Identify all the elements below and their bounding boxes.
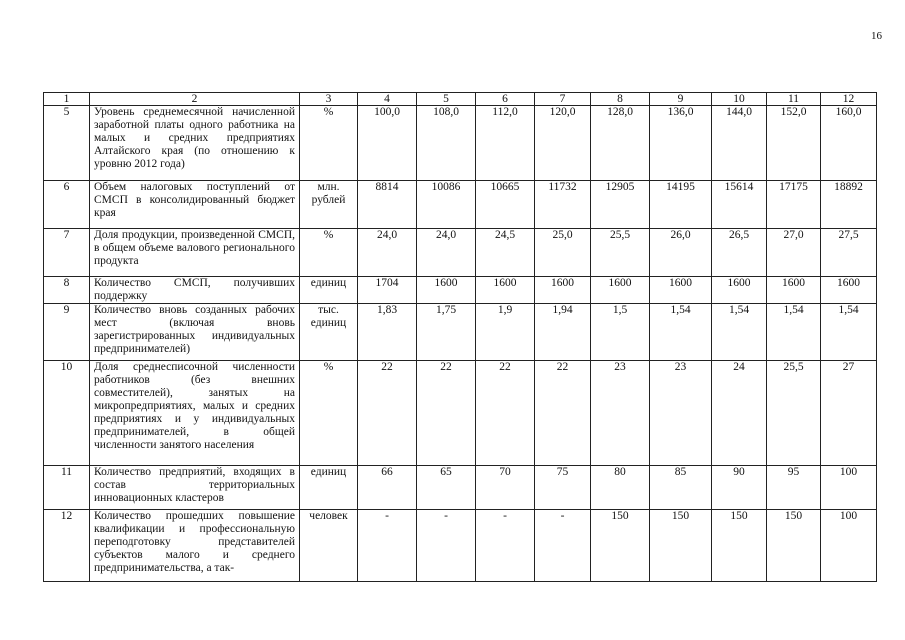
value-cell: 1,54: [767, 304, 821, 361]
value-cell: 22: [535, 361, 591, 466]
row-number: 9: [44, 304, 90, 361]
row-number: 6: [44, 181, 90, 229]
header-cell: 9: [650, 93, 712, 106]
row-number: 7: [44, 229, 90, 277]
value-cell: 160,0: [821, 106, 877, 181]
value-cell: -: [535, 510, 591, 582]
value-cell: 150: [591, 510, 650, 582]
indicator-name: Количество прошедших повышение квалификации и профессиональную переподготовку представителей субъектов малого и среднего предпринимательства, а так-: [90, 510, 300, 582]
indicator-name: Объем налоговых поступлений от СМСП в консолидированный бюджет края: [90, 181, 300, 229]
unit-cell: единиц: [300, 277, 358, 304]
value-cell: 8814: [358, 181, 417, 229]
value-cell: 136,0: [650, 106, 712, 181]
value-cell: 150: [767, 510, 821, 582]
unit-cell: млн. рублей: [300, 181, 358, 229]
value-cell: 1600: [821, 277, 877, 304]
value-cell: 15614: [712, 181, 767, 229]
value-cell: 80: [591, 466, 650, 510]
value-cell: 23: [650, 361, 712, 466]
header-cell: 8: [591, 93, 650, 106]
value-cell: 120,0: [535, 106, 591, 181]
value-cell: 24,0: [417, 229, 476, 277]
value-cell: 100,0: [358, 106, 417, 181]
header-cell: 11: [767, 93, 821, 106]
header-cell: 1: [44, 93, 90, 106]
value-cell: 25,5: [767, 361, 821, 466]
header-cell: 12: [821, 93, 877, 106]
header-cell: 2: [90, 93, 300, 106]
table-row: [44, 304, 877, 361]
indicator-name: Доля среднесписочной численности работников (без внешних совместителей), занятых на микропредприятиях, малых и средних предприятиях и у индивидуальных предпринимателей, в общей численности занятого населения: [90, 361, 300, 466]
value-cell: 24,5: [476, 229, 535, 277]
value-cell: 128,0: [591, 106, 650, 181]
value-cell: 22: [476, 361, 535, 466]
value-cell: 12905: [591, 181, 650, 229]
unit-cell: единиц: [300, 466, 358, 510]
value-cell: 24,0: [358, 229, 417, 277]
value-cell: 26,5: [712, 229, 767, 277]
page-number: 16: [871, 30, 882, 42]
indicator-name: Доля продукции, произведенной СМСП, в общем объеме валового регионального продукта: [90, 229, 300, 277]
value-cell: 1600: [650, 277, 712, 304]
value-cell: 11732: [535, 181, 591, 229]
value-cell: 150: [650, 510, 712, 582]
value-cell: 1704: [358, 277, 417, 304]
value-cell: 10665: [476, 181, 535, 229]
value-cell: 85: [650, 466, 712, 510]
value-cell: 1,9: [476, 304, 535, 361]
value-cell: 24: [712, 361, 767, 466]
unit-cell: %: [300, 106, 358, 181]
value-cell: 17175: [767, 181, 821, 229]
value-cell: 112,0: [476, 106, 535, 181]
row-number: 5: [44, 106, 90, 181]
value-cell: 22: [417, 361, 476, 466]
value-cell: 27,0: [767, 229, 821, 277]
unit-cell: тыс. единиц: [300, 304, 358, 361]
value-cell: 27: [821, 361, 877, 466]
value-cell: 100: [821, 510, 877, 582]
value-cell: 23: [591, 361, 650, 466]
row-number: 12: [44, 510, 90, 582]
value-cell: 100: [821, 466, 877, 510]
value-cell: 1600: [476, 277, 535, 304]
value-cell: 25,0: [535, 229, 591, 277]
value-cell: 1600: [535, 277, 591, 304]
value-cell: 1,54: [821, 304, 877, 361]
value-cell: 66: [358, 466, 417, 510]
header-cell: 5: [417, 93, 476, 106]
value-cell: 1600: [712, 277, 767, 304]
value-cell: 1,83: [358, 304, 417, 361]
table-row: [44, 229, 877, 277]
value-cell: 152,0: [767, 106, 821, 181]
table-row: [44, 181, 877, 229]
row-number: 11: [44, 466, 90, 510]
value-cell: 1,5: [591, 304, 650, 361]
value-cell: 10086: [417, 181, 476, 229]
indicator-name: Количество СМСП, получивших поддержку: [90, 277, 300, 304]
unit-cell: %: [300, 229, 358, 277]
value-cell: 1,54: [712, 304, 767, 361]
header-cell: 10: [712, 93, 767, 106]
header-cell: 3: [300, 93, 358, 106]
row-number: 10: [44, 361, 90, 466]
header-cell: 7: [535, 93, 591, 106]
value-cell: 65: [417, 466, 476, 510]
value-cell: 1600: [591, 277, 650, 304]
header-row: [44, 93, 877, 106]
indicator-name: Количество вновь созданных рабочих мест (включая вновь зарегистрированных индивидуальных предпринимателей): [90, 304, 300, 361]
value-cell: 1,54: [650, 304, 712, 361]
value-cell: 14195: [650, 181, 712, 229]
row-number: 8: [44, 277, 90, 304]
table-row: [44, 466, 877, 510]
value-cell: 25,5: [591, 229, 650, 277]
value-cell: 1600: [767, 277, 821, 304]
table-row: [44, 277, 877, 304]
value-cell: 75: [535, 466, 591, 510]
value-cell: 22: [358, 361, 417, 466]
value-cell: 26,0: [650, 229, 712, 277]
value-cell: 90: [712, 466, 767, 510]
value-cell: 70: [476, 466, 535, 510]
value-cell: 1,75: [417, 304, 476, 361]
value-cell: 108,0: [417, 106, 476, 181]
unit-cell: %: [300, 361, 358, 466]
table-row: [44, 510, 877, 582]
indicator-name: Количество предприятий, входящих в состав территориальных инновационных кластеров: [90, 466, 300, 510]
value-cell: -: [417, 510, 476, 582]
value-cell: -: [476, 510, 535, 582]
value-cell: 1,94: [535, 304, 591, 361]
value-cell: 18892: [821, 181, 877, 229]
header-cell: 6: [476, 93, 535, 106]
table-row: [44, 361, 877, 466]
value-cell: -: [358, 510, 417, 582]
value-cell: 95: [767, 466, 821, 510]
unit-cell: человек: [300, 510, 358, 582]
value-cell: 27,5: [821, 229, 877, 277]
value-cell: 150: [712, 510, 767, 582]
header-cell: 4: [358, 93, 417, 106]
indicators-table: [43, 92, 877, 582]
indicator-name: Уровень среднемесячной начисленной заработной платы одного работника на малых и средних предприятиях Алтайского края (по отношению к уровню 2012 года): [90, 106, 300, 181]
value-cell: 1600: [417, 277, 476, 304]
table-row: [44, 106, 877, 181]
value-cell: 144,0: [712, 106, 767, 181]
